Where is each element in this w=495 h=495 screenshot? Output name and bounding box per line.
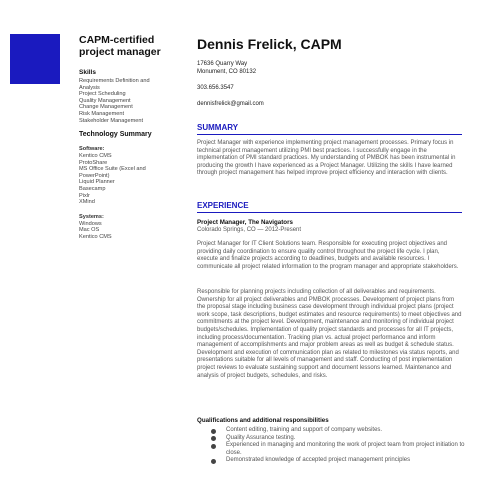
list-item <box>211 435 466 443</box>
address-line-2: Monument, CO 80132 <box>197 69 257 75</box>
skills-heading: Skills <box>79 69 96 76</box>
list-item-text: Demonstrated knowledge of accepted project management principles <box>226 457 411 464</box>
skill-item: Change Management <box>79 104 133 111</box>
skills-list <box>79 78 184 124</box>
phone-number: 303.656.3547 <box>197 85 234 91</box>
system-item: Mac OS <box>79 227 100 234</box>
skill-item: Risk Management <box>79 110 125 117</box>
summary-rule <box>197 134 462 135</box>
job-description-1: Project Manager for IT Client Solutions team. Responsible for executing project objectives and providing daily coordination to ensure quality control throughout the project life cycle. I plan, execute and finalize projects according to deadlines, budgets and available resources. I communicate all project related information to the program manager and appropriate stakeholders. <box>197 241 459 270</box>
bullet-icon <box>211 444 216 449</box>
address-line-1: 17636 Quarry Way <box>197 61 248 67</box>
list-item-text: Quality Assurance testing. <box>226 434 296 441</box>
job-title: Project Manager, The Navigators <box>197 219 293 226</box>
experience-heading: EXPERIENCE <box>197 201 249 210</box>
software-item: PowerPoint) <box>79 172 110 179</box>
software-heading: Software: <box>79 146 105 152</box>
list-item <box>211 457 466 465</box>
software-item: Kentico CMS <box>79 153 112 159</box>
list-item <box>211 427 466 435</box>
job-location-dates: Colorado Springs, CO — 2012-Present <box>197 227 302 233</box>
skill-item: Project Scheduling <box>79 91 126 98</box>
software-item: Pixlr <box>79 192 90 199</box>
list-item <box>211 442 466 457</box>
skill-item: Requirements Definition and <box>79 78 150 84</box>
skill-item: Stakeholder Management <box>79 117 144 124</box>
systems-list <box>79 221 189 241</box>
software-list <box>79 153 189 206</box>
summary-text: Project Manager with experience implementing project management processes. Primary focus in technical project management utilizing PMI best practices. I successfully engage in the implementation of PMI standard practices. My understanding of PMBOK has been instrumental in producing the growth I have experienced as a Project Manager. Utilizing the skills I have learned through project management has helped improve project efficiency and interaction with clients. <box>197 140 456 177</box>
bullet-icon <box>211 436 216 441</box>
technology-section <box>79 131 189 241</box>
headline-line-2: project manager <box>79 46 161 58</box>
system-item: Kentico CMS <box>79 233 112 240</box>
headline <box>79 34 184 58</box>
skill-item: Analysis <box>79 84 100 91</box>
contact-block <box>197 60 264 108</box>
list-item-text: Experienced in managing and monitoring the work of project team from project initiation to close. <box>226 442 465 456</box>
technology-heading: Technology Summary <box>79 131 152 138</box>
bullet-icon <box>211 429 216 434</box>
headline-line-1: CAPM-certified <box>79 34 155 46</box>
main-content <box>197 0 487 495</box>
email-address: dennisfrelick@gmail.com <box>197 101 264 107</box>
bullet-icon <box>211 459 216 464</box>
software-item: MS Office Suite (Excel and <box>79 166 146 173</box>
job-description-2: Responsible for planning projects including collection of all deliverables and requirements. Ownership for all project deliverables and PMBOK processes. Development of project plans from the proposal stage including business case development through individual project plans (project work scope, task descriptions, budget estimates and resource requirements) to meet objectives and commitments at the project level. Development, maintenance and monitoring of individual project budgets/schedules. Implementation of quality project standards and processes for all IT projects, including process/documentation. Tracking plan vs. actual project performance and inform management of accomplishments and major problem areas as well as budget & schedule status. Development and execution of communication plan as related to milestones via status reports, and presentations suitable for all levels of management and staff. Conducting of post implementation project reviews to evaluate sustaining support and document lessons learned. Maintenance and analysis of project budgets, schedules, and risks. <box>197 289 462 379</box>
skill-item: Quality Management <box>79 97 131 104</box>
sidebar <box>0 0 185 495</box>
qualifications-list <box>211 427 466 465</box>
skills-section <box>79 69 184 124</box>
software-item: XMind <box>79 199 95 206</box>
system-item: Windows <box>79 220 102 227</box>
candidate-name: Dennis Frelick, CAPM <box>197 36 342 52</box>
software-item: ProtoShare <box>79 159 108 166</box>
accent-block <box>10 34 60 84</box>
software-item: Liquid Planner <box>79 179 115 186</box>
qualifications-heading: Qualifications and additional responsibilities <box>197 417 329 424</box>
software-item: Basecamp <box>79 185 106 192</box>
summary-heading: SUMMARY <box>197 123 239 132</box>
systems-heading: Systems: <box>79 213 104 220</box>
experience-rule <box>197 212 462 213</box>
list-item-text: Content editing, training and support of company websites. <box>226 427 383 433</box>
